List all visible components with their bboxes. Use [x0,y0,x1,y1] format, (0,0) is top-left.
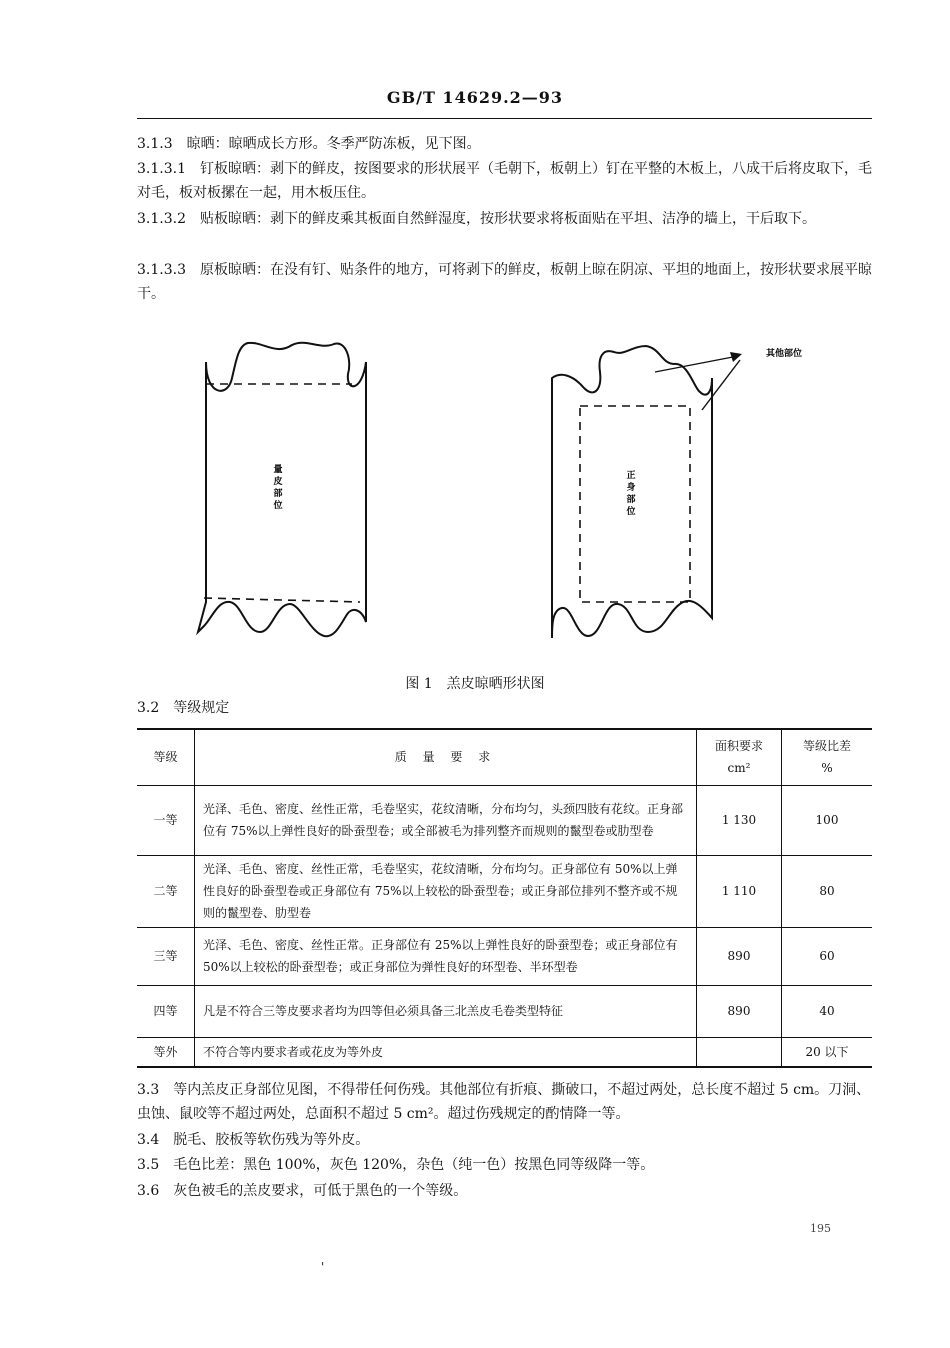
left-label-4: 位 [273,501,283,511]
area-cell: 1 110 [697,855,782,927]
grade-cell: 三等 [137,927,195,985]
requirement-cell: 不符合等内要求者或花皮为等外皮 [195,1037,697,1067]
header-rule [137,118,872,119]
stray-mark: ' [321,1260,325,1274]
requirement-cell: 光泽、毛色、密度、丝性正常，毛卷坚实，花纹清晰，分布均匀，头颈四肢有花纹。正身部位有 75%以上弹性良好的卧蚕型卷；或全部被毛为排列整齐而规则的鬣型卷或肋型卷 [195,785,697,855]
requirement-cell: 凡是不符合三等皮要求者均为四等但必须具备三北羔皮毛卷类型特征 [195,985,697,1037]
table-row [137,785,872,855]
requirement-cell: 光泽、毛色、密度、丝性正常，毛卷坚实，花纹清晰，分布均匀。正身部位有 50%以上弹性良好的卧蚕型卷或正身部位有 75%以上较松的卧蚕型卷；或正身部位排列不整齐或不规则的鬣型卷、肋型卷 [195,855,697,927]
area-cell: 890 [697,985,782,1037]
right-label-4: 位 [626,507,636,517]
grade-cell: 二等 [137,855,195,927]
para-3-4: 3.4 脱毛、胶板等软伤残为等外皮。 [137,1132,370,1148]
para-3-5: 3.5 毛色比差：黑色 100%，灰色 120%，杂色（纯一色）按黑色同等级降一等。 [137,1157,655,1173]
table-header-row [137,729,872,785]
other-region-label: 其他部位 [766,349,803,359]
right-label-3: 部 [626,495,636,505]
header-grade: 等级 [137,729,195,785]
para-3-6: 3.6 灰色被毛的羔皮要求，可低于黑色的一个等级。 [137,1183,468,1199]
grade-table [137,728,872,1068]
right-label-2: 身 [626,483,636,493]
grade-cell: 一等 [137,785,195,855]
left-label-2: 皮 [273,477,283,487]
right-label-1: 正 [626,471,636,481]
drying-shape-figure [0,330,950,670]
table-row [137,985,872,1037]
left-label-3: 部 [273,489,283,499]
header-ratio [782,729,873,785]
para-3-3: 3.3 等内羔皮正身部位见图，不得带任何伤残。其他部位有折痕、撕破口，不超过两处，总长度不超过 5 cm。刀洞、虫蚀、鼠咬等不超过两处，总面积不超过 5 cm²。超过伤残规定的酌情降一等。 [137,1082,871,1122]
para-3-1-3-2: 3.1.3.2 贴板晾晒：剥下的鲜皮乘其板面自然鲜湿度，按形状要求将板面贴在平坦、洁净的墙上，干后取下。 [137,211,816,227]
standard-header: GB/T 14629.2—93 [386,88,564,107]
ratio-cell: 40 [782,985,873,1037]
para-3-1-3-3: 3.1.3.3 原板晾晒：在没有钉、贴条件的地方，可将剥下的鲜皮，板朝上晾在阴凉、平坦的地面上，按形状要求展平晾干。 [137,262,872,302]
ratio-cell: 80 [782,855,873,927]
para-3-1-3: 3.1.3 晾晒：晾晒成长方形。冬季严防冻板，见下图。 [137,136,481,152]
grade-cell: 四等 [137,985,195,1037]
grade-cell: 等外 [137,1037,195,1067]
header-area [697,729,782,785]
header-area-label: 面积要求 [714,739,763,754]
ratio-cell: 100 [782,785,873,855]
ratio-cell: 60 [782,927,873,985]
left-label-1: 量 [273,465,283,475]
header-ratio-unit: % [821,761,833,776]
header-area-unit: cm² [727,761,751,776]
header-ratio-label: 等级比差 [802,739,851,754]
figure-caption: 图 1 羔皮晾晒形状图 [405,676,545,692]
table-row [137,855,872,927]
area-cell [697,1037,782,1067]
table-row [137,1037,872,1067]
requirement-cell: 光泽、毛色、密度、丝性正常。正身部位有 25%以上弹性良好的卧蚕型卷；或正身部位有 50%以上较松的卧蚕型卷；或正身部位为弹性良好的环型卷、半环型卷 [195,927,697,985]
ratio-cell: 20 以下 [782,1037,873,1067]
section-3-2-title: 3.2 等级规定 [137,700,230,716]
header-quality: 质 量 要 求 [195,729,697,785]
para-3-1-3-1: 3.1.3.1 钉板晾晒：剥下的鲜皮，按图要求的形状展平（毛朝下，板朝上）钉在平整的木板上，八成干后将皮取下，毛对毛，板对板摞在一起，用木板压住。 [137,161,872,201]
table-row [137,927,872,985]
page-number: 195 [810,1222,831,1235]
area-cell: 890 [697,927,782,985]
area-cell: 1 130 [697,785,782,855]
